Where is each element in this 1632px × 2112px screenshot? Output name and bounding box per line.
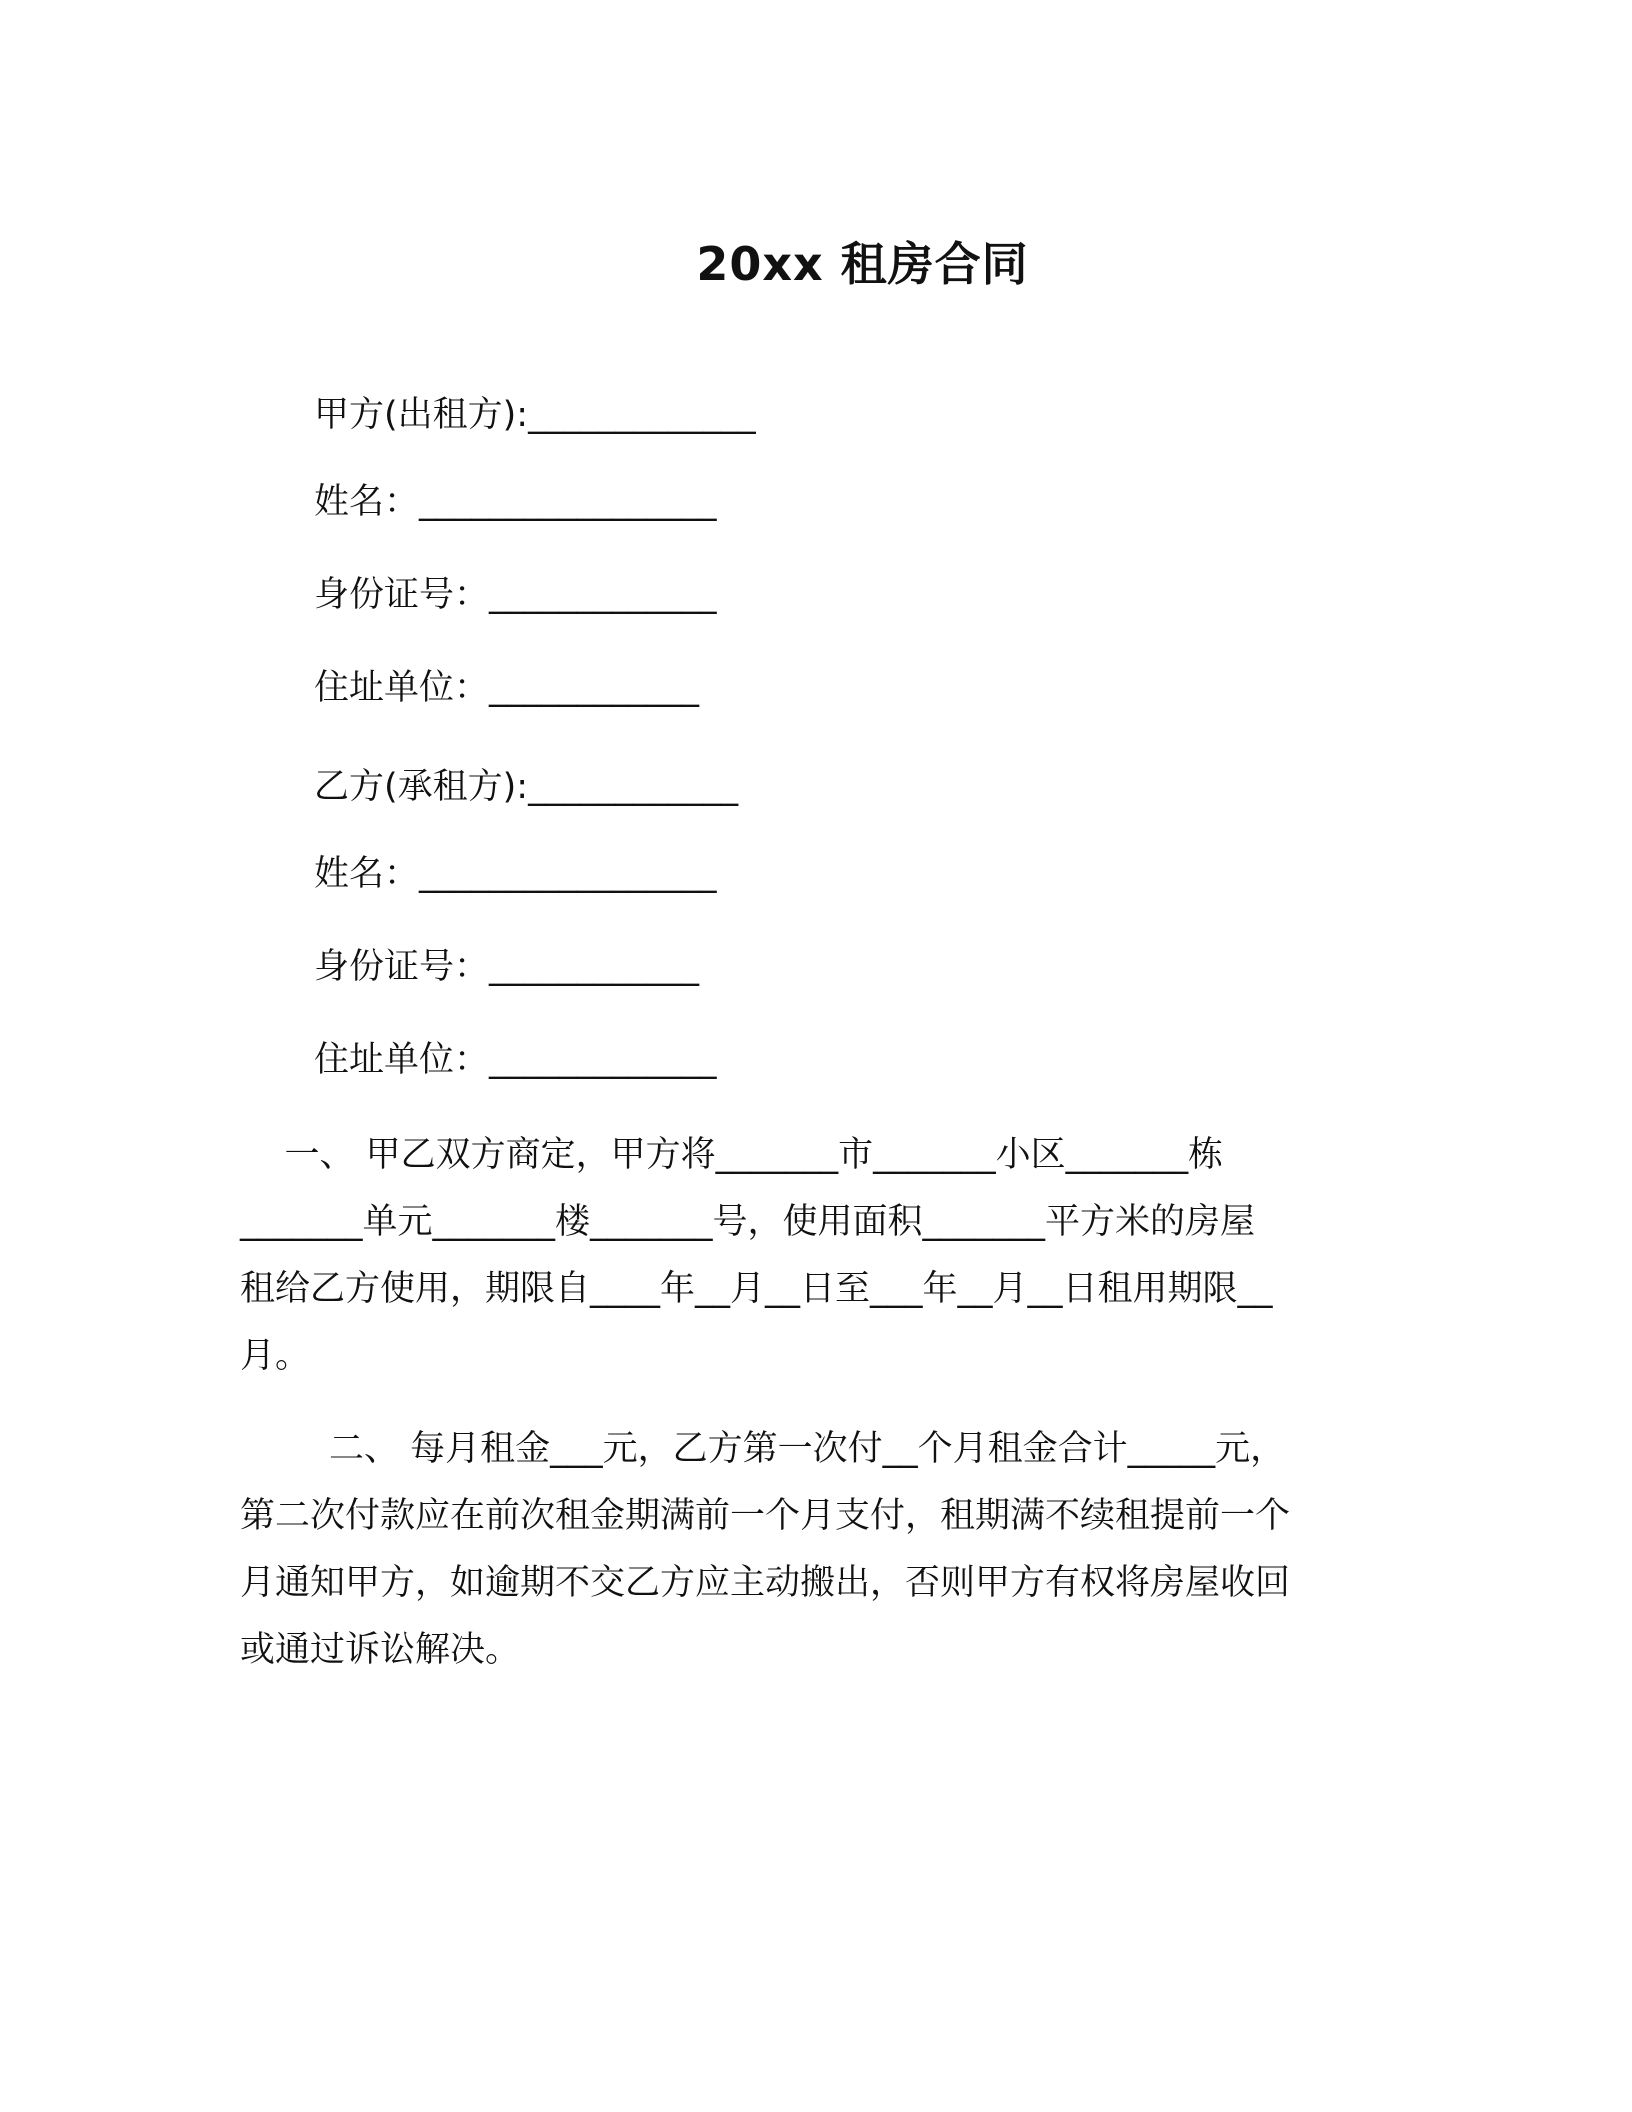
party-a-name-field: 姓名：_________________ (314, 482, 717, 522)
clause-1-line: 月。 (240, 1336, 311, 1376)
document-title: 20xx 租房合同 (696, 237, 1029, 291)
clause-1-line: _______单元_______楼_______号，使用面积_______平方米的房屋 (240, 1202, 1256, 1242)
party-b-name-field: 姓名：_________________ (314, 854, 717, 894)
clause-2-line: 二、 每月租金___元，乙方第一次付__个月租金合计_____元， (240, 1429, 1286, 1469)
party-b-address-field: 住址单位：_____________ (314, 1040, 717, 1080)
clause-2-line: 月通知甲方，如逾期不交乙方应主动搬出，否则甲方有权将房屋收回 (240, 1563, 1291, 1603)
party-a-address-field: 住址单位：____________ (314, 668, 700, 708)
clause-2-line: 或通过诉讼解决。 (240, 1630, 521, 1670)
clause-1-line: 租给乙方使用，期限自____年__月__日至___年__月__日租用期限__ (240, 1269, 1273, 1309)
clause-1-paragraph (240, 1122, 1390, 1390)
party-b-heading: 乙方(承租方):____________ (314, 767, 739, 807)
party-a-heading: 甲方(出租方):_____________ (314, 395, 756, 435)
party-b-id-field: 身份证号：____________ (314, 947, 700, 987)
clause-2-line: 第二次付款应在前次租金期满前一个月支付，租期满不续租提前一个 (240, 1496, 1291, 1536)
clause-2-paragraph (240, 1416, 1390, 1684)
party-a-id-field: 身份证号：_____________ (314, 575, 717, 615)
clause-1-line: 一、 甲乙双方商定，甲方将_______市_______小区_______栋 (240, 1135, 1224, 1175)
